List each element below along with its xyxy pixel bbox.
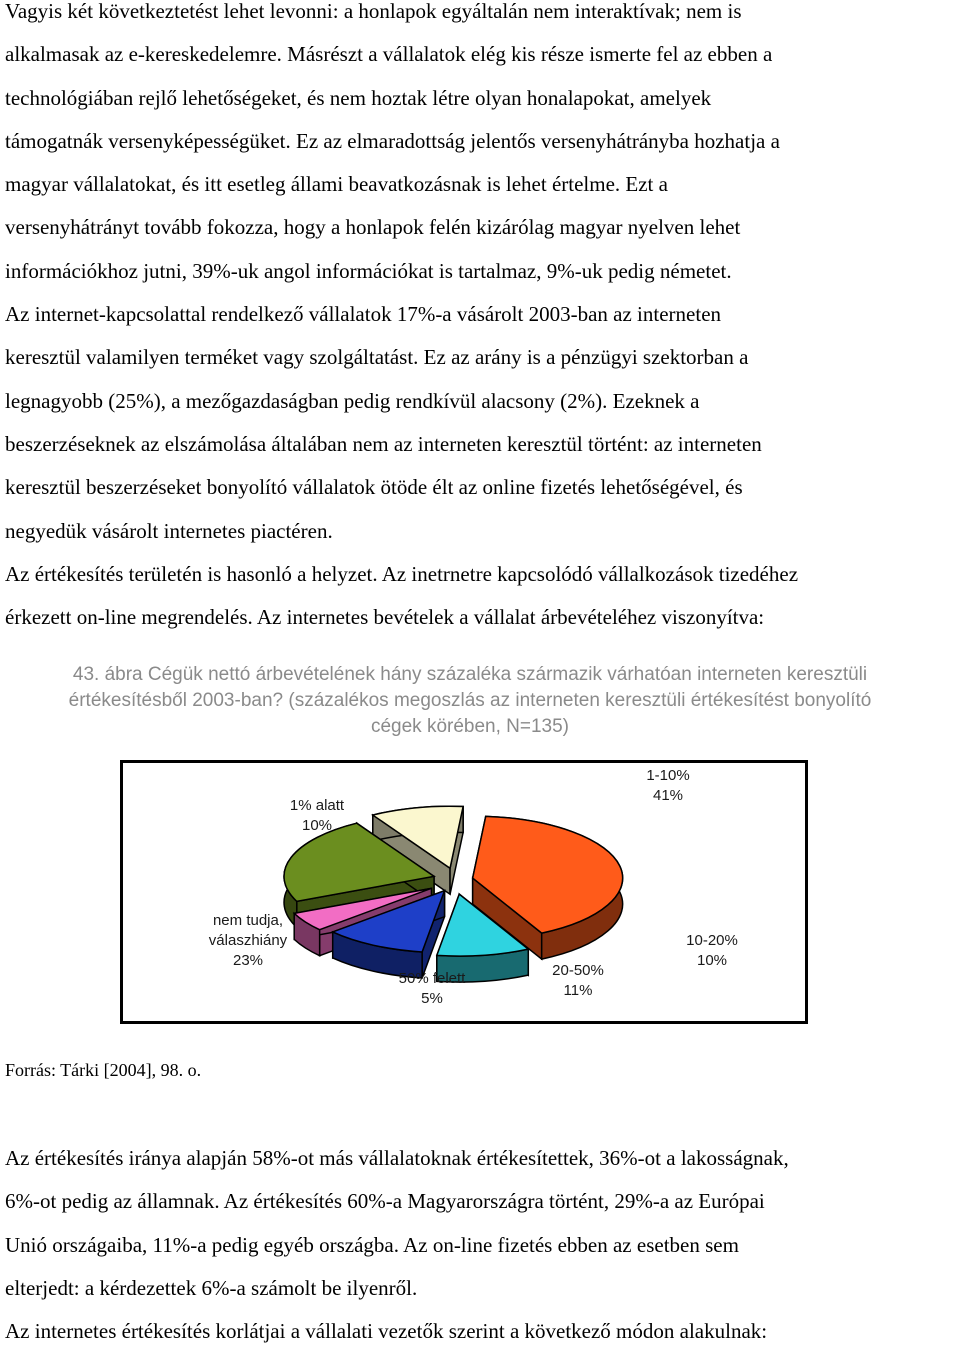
- text-line: magyar vállalatokat, és itt esetleg állami beavatkozásnak is lehet értelme. Ezt a: [5, 172, 668, 197]
- text-line: keresztül valamilyen terméket vagy szolgáltatást. Ez az arány is a pénzügyi szektorban a: [5, 345, 749, 370]
- pie-label-text: 10%: [696, 952, 728, 969]
- text-line: Az internet-kapcsolattal rendelkező vállalatok 17%-a vásárolt 2003-ban az interneten: [5, 302, 722, 327]
- text-line: Az értékesítés iránya alapján 58%-ot más vállalatoknak értékesítettek, 36%-ot a lakosságnak,: [5, 1146, 789, 1170]
- figure-caption-line: értékesítésből 2003-ban? (százalékos megoszlás az interneten keresztüli értékesítést bonyolító: [68, 690, 872, 711]
- text-line: versenyhátrányt tovább fokozza, hogy a honlapok felén kizárólag magyar nyelven lehet: [5, 215, 741, 240]
- pie-label-text: válaszhiány: [208, 932, 288, 949]
- text-line: negyedük vásárolt internetes piactéren.: [5, 518, 333, 543]
- text-line: beszerzéseknek az elszámolása általában nem az interneten keresztül történt: az interneten: [5, 431, 762, 456]
- pie-label-text: 10%: [301, 817, 333, 834]
- body-text-top: [5, 0, 960, 639]
- pie-label-text: 23%: [232, 952, 264, 969]
- text-line: 6%-ot pedig az államnak. Az értékesítés 60%-a Magyarországra történt, 29%-a az Európai: [5, 1189, 765, 1214]
- text-line: érkezett on-line megrendelés. Az internetes bevételek a vállalat árbevételéhez viszonyítva:: [5, 605, 765, 630]
- figure-caption-line: cégek körében, N=135): [370, 716, 570, 737]
- pie-label-text: 5%: [421, 990, 443, 1007]
- text-line: elterjedt: a kérdezettek 6%-a számolt be ilyenről.: [5, 1275, 418, 1300]
- text-line: alkalmasak az e-kereskedelemre. Másrészt a vállalatok elég kis része ismerte fel az ebben a: [5, 42, 773, 67]
- pie-label-text: 1-10%: [646, 767, 690, 784]
- figure-caption: [20, 662, 920, 740]
- pie-label-text: nem tudja,: [212, 912, 284, 929]
- pie-chart: [120, 760, 810, 1026]
- text-line: Vagyis két következtetést lehet levonni: a honlapok egyáltalán nem interaktívak; nem is: [5, 0, 742, 23]
- pie-label-text: 41%: [652, 787, 684, 804]
- text-line: legnagyobb (25%), a mezőgazdaságban pedig rendkívül alacsony (2%). Ezeknek a: [5, 388, 700, 413]
- text-line: Unió országaiba, 11%-a pedig egyéb országba. Az on-line fizetés ebben az esetben sem: [5, 1232, 739, 1257]
- text-line: keresztül beszerzéseket bonyolító vállalatok ötöde élt az online fizetés lehetőségével, és: [5, 475, 743, 500]
- pie-label-text: 10-20%: [686, 932, 738, 949]
- pie-label-text: 1% alatt: [289, 797, 345, 814]
- text-line: Az értékesítés területén is hasonló a helyzet. Az inetrnetre kapcsolódó vállalkozások tizedéhez: [5, 561, 799, 586]
- text-line: támogatnák versenyképességüket. Ez az elmaradottság jelentős versenyhátrányba hozhatja a: [5, 128, 780, 153]
- pie-label-text: 20-50%: [552, 962, 604, 979]
- text-line: Az internetes értékesítés korlátjai a vállalati vezetők szerint a következő módon alakulnak:: [5, 1319, 768, 1344]
- figure-caption-line: 43. ábra Cégük nettó árbevételének hány százaléka származik várhatóan interneten keresztüli: [72, 664, 868, 685]
- pie-label-text: 11%: [563, 982, 593, 999]
- text-line: technológiában rejlő lehetőségeket, és nem hoztak létre olyan honalapokat, amelyek: [5, 85, 712, 110]
- pie-label-text: 50% felett: [398, 970, 466, 987]
- figure-source: Forrás: Tárki [2004], 98. o.: [5, 1060, 202, 1080]
- body-text-bottom: [5, 1137, 960, 1353]
- text-line: információkhoz jutni, 39%-uk angol információkat is tartalmaz, 9%-uk pedig németet.: [5, 258, 732, 283]
